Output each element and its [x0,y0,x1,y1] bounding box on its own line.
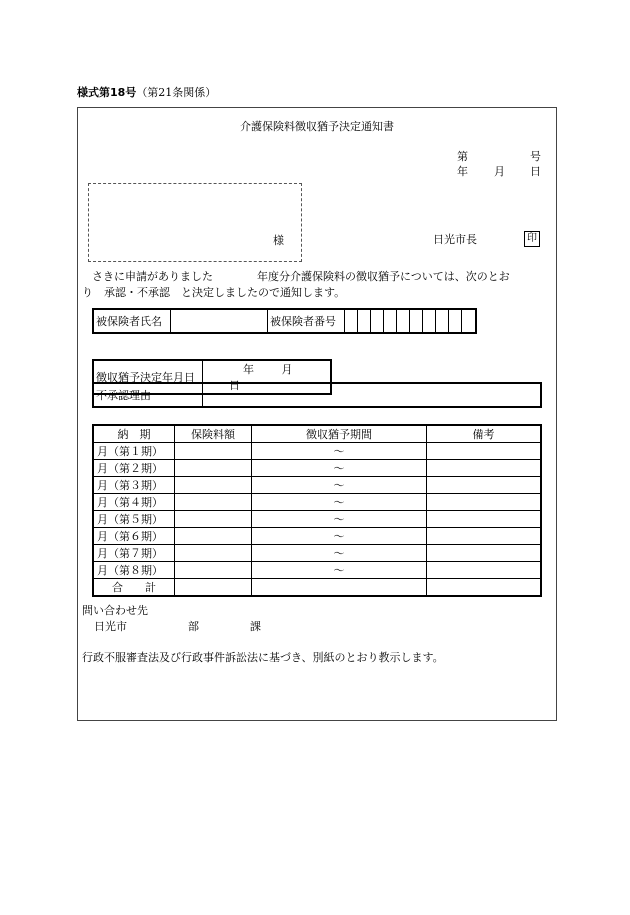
rejection-reason-label: 不承認理由 [93,383,203,407]
table-row [93,562,541,579]
remarks-cell[interactable] [427,528,542,545]
body-line-1: さきに申請がありました 年度分介護保険料の徴収猶予については、次のとお [92,270,510,283]
insured-number-digit[interactable] [358,309,371,333]
insured-number-label: 被保険者番号 [268,309,345,333]
rejection-reason-table [92,382,542,408]
total-deferral-cell[interactable] [252,579,427,597]
insured-info-table [92,308,477,334]
insured-name-label: 被保険者氏名 [93,309,171,333]
table-row [93,494,541,511]
table-row [93,545,541,562]
appeal-instruction: 行政不服審査法及び行政事件訴訟法に基づき、別紙のとおり教示します。 [82,651,444,664]
total-remarks-cell[interactable] [427,579,542,597]
document-title: 介護保険料徴収猶予決定通知書 [240,120,394,133]
insured-number-digit[interactable] [462,309,476,333]
insured-number-digit[interactable] [397,309,410,333]
addressee-suffix: 様 [273,234,284,247]
form-label [77,84,216,100]
remarks-cell[interactable] [427,460,542,477]
insured-name-field[interactable] [171,309,268,333]
deferral-cell[interactable]: ～ [252,545,427,562]
contact-city: 日光市 [94,620,127,633]
insured-number-digit[interactable] [384,309,397,333]
seal-mark: 印 [524,231,540,247]
remarks-cell[interactable] [427,443,542,460]
amount-cell[interactable] [175,477,252,494]
schedule-header-row [93,425,541,443]
header-deferral: 徴収猶予期間 [252,425,427,443]
date-year: 年 [457,165,468,178]
doc-number-dai: 第 [457,150,468,163]
header-period: 納 期 [93,425,175,443]
amount-cell[interactable] [175,545,252,562]
period-cell: 月（第２期） [93,460,175,477]
decision-month: 月 [281,363,293,376]
addressee-box[interactable] [88,183,302,262]
contact-ka: 課 [250,620,261,633]
table-row [93,443,541,460]
form-number: 様式第18号 [77,86,137,99]
issuer-name: 日光市長 [433,233,477,246]
period-cell: 月（第７期） [93,545,175,562]
header-remarks: 備考 [427,425,542,443]
doc-number-go: 号 [530,150,541,163]
table-row [93,511,541,528]
amount-cell[interactable] [175,494,252,511]
remarks-cell[interactable] [427,511,542,528]
deferral-cell[interactable]: ～ [252,528,427,545]
form-relation: （第21条関係） [136,86,217,99]
deferral-cell[interactable]: ～ [252,443,427,460]
amount-cell[interactable] [175,443,252,460]
insured-number-digit[interactable] [423,309,436,333]
deferral-cell[interactable]: ～ [252,562,427,579]
insured-number-digit[interactable] [449,309,462,333]
rejection-reason-field[interactable] [203,383,542,407]
total-label: 合 計 [93,579,175,597]
period-cell: 月（第４期） [93,494,175,511]
remarks-cell[interactable] [427,477,542,494]
insured-number-digit[interactable] [345,309,358,333]
schedule-table [92,424,542,597]
deferral-cell[interactable]: ～ [252,477,427,494]
notice-frame [77,107,557,721]
insured-number-digit[interactable] [436,309,449,333]
date-day: 日 [530,165,541,178]
insured-number-digit[interactable] [410,309,423,333]
period-cell: 月（第６期） [93,528,175,545]
insured-number-digit[interactable] [371,309,384,333]
deferral-cell[interactable]: ～ [252,460,427,477]
amount-cell[interactable] [175,511,252,528]
total-row [93,579,541,597]
remarks-cell[interactable] [427,494,542,511]
period-cell: 月（第５期） [93,511,175,528]
table-row [93,460,541,477]
table-row [93,477,541,494]
date-month: 月 [494,165,505,178]
amount-cell[interactable] [175,562,252,579]
period-cell: 月（第１期） [93,443,175,460]
decision-date-label: 徴収猶予決定年月日 [93,360,203,394]
header-amount: 保険料額 [175,425,252,443]
contact-bu: 部 [188,620,199,633]
amount-cell[interactable] [175,460,252,477]
total-amount-cell[interactable] [175,579,252,597]
period-cell: 月（第３期） [93,477,175,494]
deferral-cell[interactable]: ～ [252,494,427,511]
contact-label: 問い合わせ先 [82,604,148,617]
period-cell: 月（第８期） [93,562,175,579]
table-row [93,528,541,545]
decision-day: 日 [229,379,240,392]
remarks-cell[interactable] [427,562,542,579]
remarks-cell[interactable] [427,545,542,562]
body-line-2: り 承認・不承認 と決定しましたので通知します。 [82,286,346,299]
decision-year: 年 [243,363,254,376]
amount-cell[interactable] [175,528,252,545]
deferral-cell[interactable]: ～ [252,511,427,528]
